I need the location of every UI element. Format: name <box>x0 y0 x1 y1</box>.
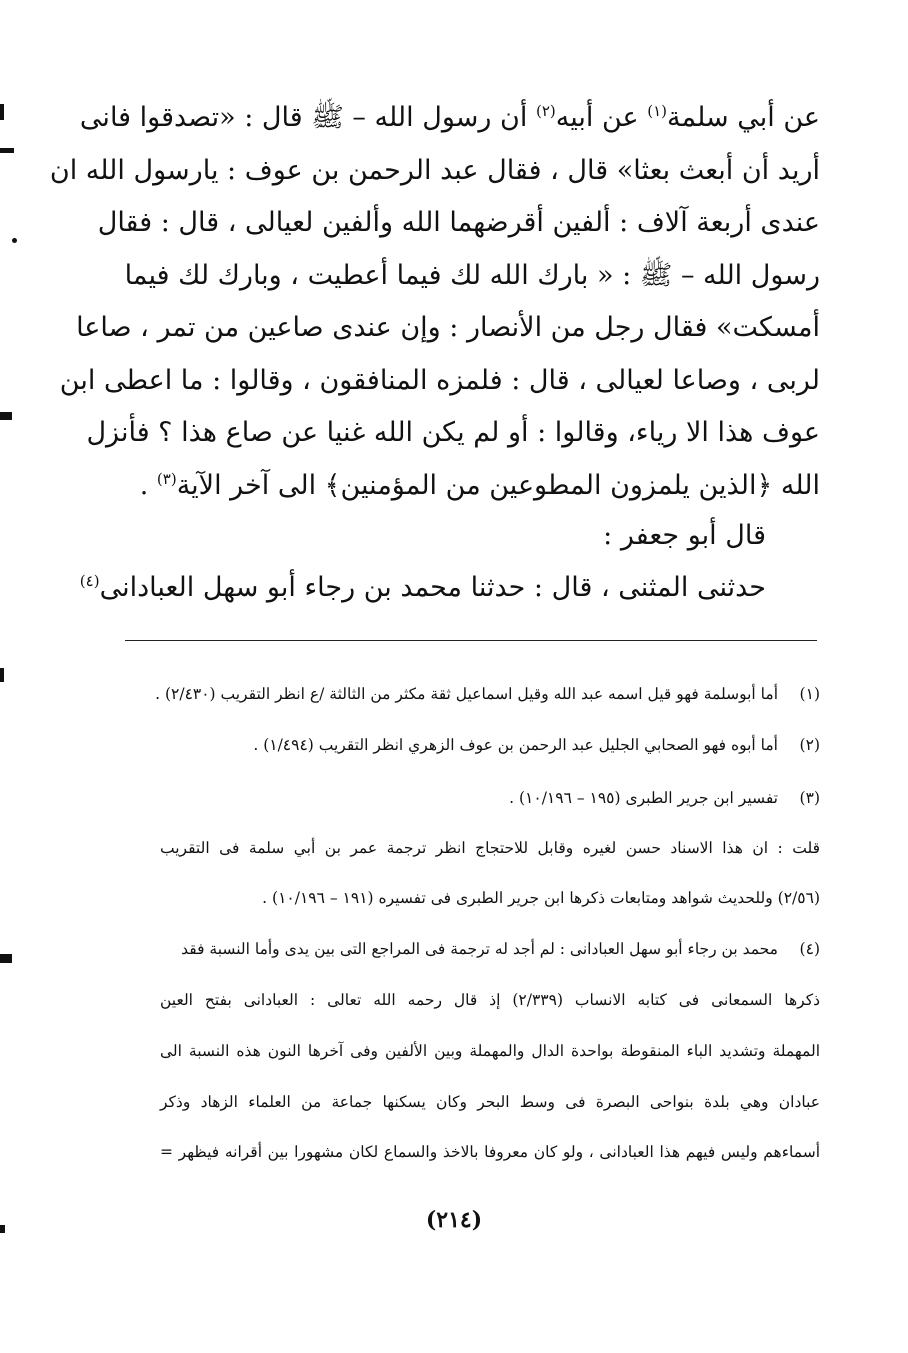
footnote-4 <box>120 934 820 964</box>
scan-edge-mark <box>12 238 17 243</box>
footnote-ref: (١) <box>647 102 667 120</box>
page-number: (٢١٤) <box>425 1207 483 1233</box>
isnad-chain-line: حدثنى المثنى ، قال : حدثنا محمد بن رجاء أبو سهل العبادانى$^{(٤)}$ <box>79 572 766 603</box>
scan-edge-mark <box>0 104 4 120</box>
main-text-line: الله ﴿الذين يلمزون المطوعين من المؤمنين﴾ الى آخر الآية$^{(٣)}$ . <box>139 469 820 501</box>
scan-edge-mark <box>0 148 14 153</box>
scan-edge-mark <box>0 668 4 682</box>
main-text-line: أريد أن أبعث بعثا» قال ، فقال عبد الرحمن بن عوف : يارسول الله ان <box>49 154 820 186</box>
footnote-1 <box>120 679 820 709</box>
footnote-comment-line: قلت : ان هذا الاسناد حسن لغيره وقابل للاحتجاج انظر ترجمة عمر بن أبي سلمة فى التقريب <box>160 839 820 857</box>
footnote-number: (٣) <box>799 789 820 807</box>
footnote-ref: (٢) <box>535 102 556 120</box>
scan-edge-mark <box>0 412 12 420</box>
main-text-block <box>49 92 820 512</box>
footnote-4-line: عبادان وهي بلدة بنواحى البصرة فى وسط البحر وكان يسكنها جماعة من العلماء الزهاد وذكر <box>160 1093 820 1111</box>
main-text-line: عندى أربعة آلاف : ألفين أقرضهما الله وألفين لعيالى ، قال : فقال <box>97 207 820 238</box>
footnote-3 <box>120 783 820 813</box>
footnote-number: (١) <box>799 685 820 703</box>
abu-jafar-line: قال أبو جعفر : <box>603 520 766 551</box>
footnote-number: (٤) <box>799 940 820 958</box>
main-text-line: عوف هذا الا رياء، وقالوا : أو لم يكن الله غنيا عن صاع هذا ؟ فأنزل <box>86 417 820 448</box>
footnote-4-line: المهملة وتشديد الباء المنقوطة بواحدة الدال والمهملة وبين الألفين وفى آخرها النون هذه النسبة الى <box>160 1042 820 1060</box>
footnote-text: أما أبوه فهو الصحابي الجليل عبد الرحمن بن عوف الزهري انظر التقريب (١/٤٩٤) . <box>253 736 778 754</box>
footnote-text: تفسير ابن جرير الطبرى (١٩٥ – ١٠/١٩٦) . <box>509 789 778 807</box>
footnote-separator <box>125 640 817 641</box>
footnote-4-line: ذكرها السمعانى فى كتابه الانساب (٢/٣٣٩) إذ قال رحمه الله تعالى : العبادانى بفتح العين <box>160 991 820 1009</box>
main-text-line: لربى ، وصاعا لعيالى ، قال : فلمزه المنافقون ، وقالوا : ما اعطى ابن <box>59 364 820 396</box>
footnote-2 <box>120 730 820 760</box>
footnote-text: محمد بن رجاء أبو سهل العبادانى : لم أجد له ترجمة فى المراجع التى بين يدى وأما النسبة فقد <box>181 940 778 958</box>
main-text-line: رسول الله – ﷺ : « بارك الله لك فيما أعطيت ، وبارك لك فيما <box>124 259 820 291</box>
footnote-number: (٢) <box>799 736 820 754</box>
footnote-ref: (٣) <box>156 469 177 488</box>
footnote-4-line: أسماءهم وليس فيهم هذا العبادانى ، ولو كان معروفا بالاخذ والسماع لكان مشهورا بين أقرانه فيظهر = <box>160 1143 820 1161</box>
footnote-text: أما أبوسلمة فهو قيل اسمه عبد الله وقيل اسماعيل ثقة مكثر من الثالثة /ع انظر التقريب (٢/٤٣٠) . <box>155 685 778 703</box>
scan-edge-mark <box>0 954 12 963</box>
footnote-ref: (٤) <box>79 572 100 590</box>
main-text-line: عن أبي سلمة$^{(١)}$ عن أبيه$^{(٢)}$ أن رسول الله – ﷺ قال : «تصدقوا فانى <box>79 102 820 133</box>
footnote-comment-line: (٢/٥٦) وللحديث شواهد ومتابعات ذكرها ابن جرير الطبرى فى تفسيره (١٩١ – ١٠/١٩٦) . <box>262 889 820 907</box>
main-text-line: أمسكت» فقال رجل من الأنصار : وإن عندى صاعين من تمر ، صاعا <box>76 312 820 343</box>
